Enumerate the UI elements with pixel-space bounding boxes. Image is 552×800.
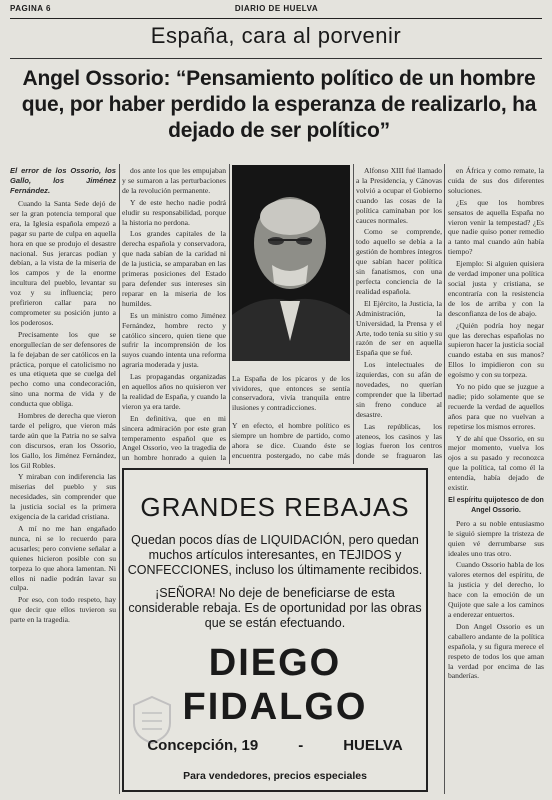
paragraph: Las repúblicas, los ateneos, los casinos y las logias fueron los centros donde se fraguaron las xyxy=(356,421,442,461)
paragraph: Precisamente los que se enorgullecían de ser defensores de la fe dejaban de ser católicos en la práctica, porque el catolicismo no es una etiqueta que se cuelga del pecho como una condecoración, sino una norma de vida y de conducta que obliga. xyxy=(10,329,116,409)
archive-stamp-icon xyxy=(130,695,174,745)
paragraph: Las propagandas organizadas en aquellos años no quisieron ver la realidad de España, y cuando la vieron ya era tarde. xyxy=(122,372,226,411)
paragraph: Y de este hecho nadie podrá eludir su responsabilidad, porque la historia no perdona. xyxy=(122,197,226,227)
article-column-2 xyxy=(122,166,226,462)
paragraph: Es un ministro como Jiménez Fernández, hombre recto y católico sincero, quien tiene que sufrir la incomprensión de los suyos cuando intenta una reforma agraria moderada y justa. xyxy=(122,310,226,370)
ad-title: GRANDES REBAJAS xyxy=(140,492,410,522)
paragraph: dos ante los que les empujaban y se sumaron a las perturbaciones de la revolución permanente. xyxy=(122,166,226,195)
paragraph: Cuando Ossorio habla de los valores eternos del espíritu, de la justicia y del derecho, lo hace con la emoción de un Quijote que sale a los caminos a enderezar entuertos. xyxy=(448,560,544,619)
column-divider xyxy=(119,164,120,794)
ad-brand-name: DIEGO FIDALGO xyxy=(182,642,368,728)
newspaper-name: DIARIO DE HUELVA xyxy=(234,4,319,13)
paragraph: Y miraban con indiferencia las miserias del pueblo y sus necesidades, sin comprender que la justicia social es la primera exigencia de la caridad cristiana. xyxy=(10,472,116,522)
paragraph: En definitiva, que en mi sincera admiración por este gran temperamento español que es Angel Ossorio, veo la tragedia de un hombre honrado a quien la xyxy=(122,413,226,462)
article-column-1 xyxy=(10,166,116,792)
ad-street: Concepción, 19 xyxy=(147,737,259,754)
paragraph: La España de los pícaros y de los vividores, que entonces se sentía conservadora, vivía tranquila entre ilusiones y contradicciones. xyxy=(232,373,350,413)
paragraph: Hombres de derecha que vieron tarde el peligro, que vieron más tarde aún que la Patria no se salva con discursos, eran los Ossorio, los Gallo, los Jiménez Fernández, los Gil Robles. xyxy=(10,411,116,470)
paragraph: Ejemplo: Si alguien quisiera de verdad imponer una política social justa y cristiana, se encontraría con la resistencia de los de arriba y con la desconfianza de los de abajo. xyxy=(448,259,544,318)
paragraph: Y en efecto, el hombre político es siempre un hombre de partido, como ahora se dice. Cuando éste se encuentra postergado, no cabe más xyxy=(232,420,350,460)
ad-city: HUELVA xyxy=(343,737,403,754)
page-number: PAGINA 6 xyxy=(10,4,51,13)
paragraph: Alfonso XIII fué llamado a la Presidencia, y Cánovas volvió a ocupar el Gobierno cuando las cosas de la política caminaban por los cauces normales. xyxy=(356,166,442,225)
paragraph: Los intelectuales de izquierdas, con su afán de novedades, no querían comprender que la libertad sin freno conduce al desastre. xyxy=(356,360,442,419)
article-column-mid xyxy=(232,366,350,462)
section-rule xyxy=(10,58,542,59)
paragraph: ¿Quién podría hoy negar que las derechas españolas no supieron hacer la justicia social cuando estaba en sus manos? Ellos lo impidieron con su egoísmo y con su torpeza. xyxy=(448,320,544,380)
ad-footer: Para vendedores, precios especiales xyxy=(183,770,367,782)
column-lead: El error de los Ossorio, los Gallo, los Jiménez Fernández. xyxy=(10,166,116,195)
paragraph: en África y como remate, la cuida de sus dos diferentes soluciones. xyxy=(448,166,544,195)
paragraph: Yo no pido que se juzgue a nadie; pido solamente que se recuerde la verdad de aquellos años para que no vuelvan a repetirse los mismos errores. xyxy=(448,382,544,431)
portrait-photo xyxy=(232,165,350,361)
section-title: España, cara al porvenir xyxy=(150,23,402,48)
paragraph: Los grandes capitales de la derecha española y conservadora, que nada sabían de la caridad ni de la justicia, se amparaban en las primeras posiciones del Estado para defender sus intereses sin reparar en la miseria de los humildes. xyxy=(122,229,226,308)
paragraph: Como se comprende, todo aquello se debía a la gestión de hombres íntegros que sabían hacer política sin fanatismos, con una perfecta conciencia de la realidad española. xyxy=(356,227,442,296)
paragraph: Cuando la Santa Sede dejó de ser la gran potencia temporal que era, la Iglesia española empezó a pagar su parte de culpa en aquella hora en que se produjo el desastre nacional. Sus jerarcas podían y debían, a la vista de la miseria de los campos y de la enorme incultura del pueblo, levantar su voz y su influencia; pero prefirieron callar para no comprometer su posición junto a los poderosos. xyxy=(10,199,116,327)
paragraph: Por eso, con todo respeto, hay que decir que ellos tuvieron su parte en la tragedia. xyxy=(10,595,116,625)
paragraph: A mí no me han engañado nunca, ni se lo recuerdo para acusarles; pero conviene señalar a quienes hicieron posible con su torpeza lo que ahora lamentan. Ni ellos ni nadie podrán lavar su culpa. xyxy=(10,524,116,593)
column-divider xyxy=(229,164,230,464)
paragraph: Y de ahí que Ossorio, en su mejor momento, vuelva los ojos a su pasado y reconozca que la política, tal como él la entendía, había dejado de existir. xyxy=(448,433,544,493)
paragraph: El Ejército, la Justicia, la Administración, la Universidad, la Prensa y el Arte, todo tenía su sitio y su razón de ser en aquella España que se fué. xyxy=(356,298,442,358)
paragraph: Pero a su noble entusiasmo le siguió siempre la tristeza de quien vé derrumbarse sus ideales uno tras otro. xyxy=(448,518,544,558)
ad-separator: - xyxy=(298,737,304,754)
column-divider xyxy=(444,164,445,794)
column-subhead: El espíritu quijotesco de don Angel Ossorio. xyxy=(448,497,544,514)
column-divider xyxy=(353,164,354,464)
ad-senora-text: ¡SEÑORA! No deje de beneficiarse de esta considerable rebaja. Es de oportunidad por las obras que se están efectuando. xyxy=(128,586,422,630)
article-column-4 xyxy=(448,166,544,792)
ad-liquidation-text: Quedan pocos días de LIQUIDACIÓN, pero quedan muchos artículos interesantes, en TEJIDOS y CONFECCIONES, incluso los últimamente recibidos. xyxy=(127,533,423,577)
article-column-3 xyxy=(356,166,442,462)
article-headline: Angel Ossorio: “Pensamiento político de un hombre que, por haber perdido la esperanza de realizarlo, ha dejado de ser político” xyxy=(21,67,537,142)
paragraph: ¿Es que los hombres sensatos de aquella España no vieron venir la tempestad? ¿Es que nadie quiso poner remedio a tanto mal cuando aún había tiempo? xyxy=(448,197,544,257)
paragraph: Don Angel Ossorio es un caballero andante de la política española, y su figura merece el respeto de todos los que aman la verdad por encima de las banderías. xyxy=(448,621,544,681)
